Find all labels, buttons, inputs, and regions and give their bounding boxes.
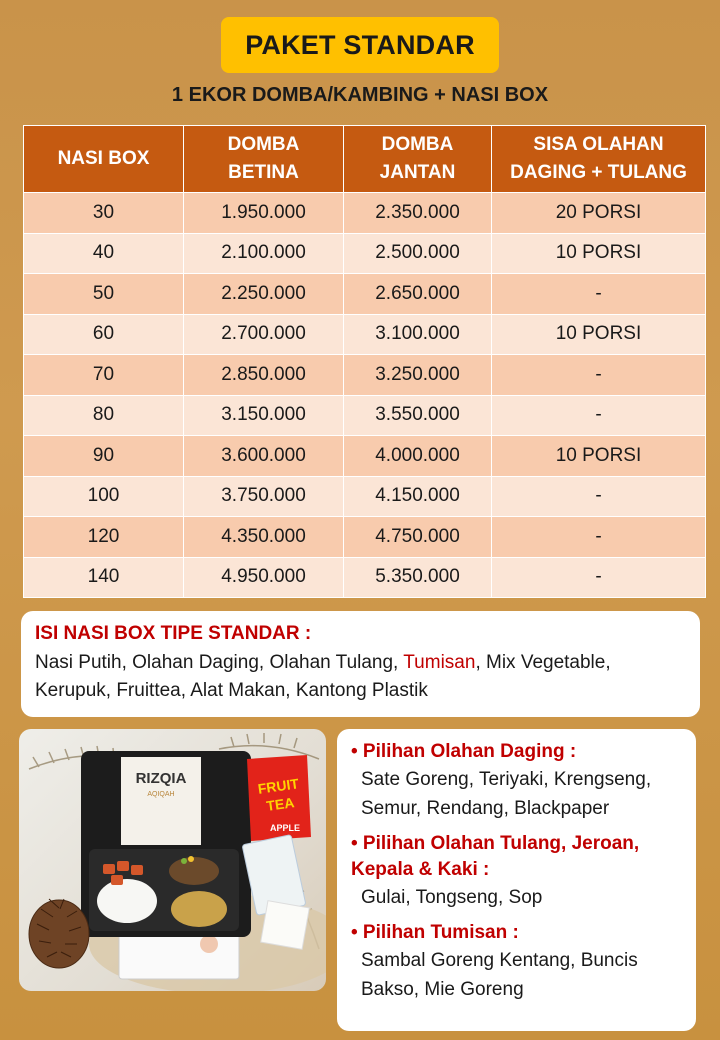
box-brand: RIZQIA [135,770,187,787]
header-line: SISA OLAHAN [533,134,664,155]
cell-sisa-olahan: 10 PORSI [492,436,706,477]
cell-domba-jantan: 2.500.000 [344,233,492,274]
cell-domba-jantan: 4.750.000 [344,517,492,558]
cell-domba-betina: 4.350.000 [184,517,344,558]
cell-domba-betina: 2.250.000 [184,274,344,315]
napkin [261,901,310,950]
cell-domba-betina: 2.700.000 [184,314,344,355]
cell-domba-jantan: 3.550.000 [344,395,492,436]
table-row [24,314,706,355]
nasi-box-photo [19,729,326,991]
table-row [24,274,706,315]
cell-sisa-olahan: 10 PORSI [492,233,706,274]
cell-domba-jantan: 5.350.000 [344,557,492,598]
cell-domba-jantan: 3.250.000 [344,355,492,396]
header-line: JANTAN [379,162,456,183]
page-subtitle: 1 EKOR DOMBA/KAMBING + NASI BOX [171,84,549,106]
pilihan-tumisan-heading: • Pilihan Tumisan : [351,922,519,943]
cell-nasi-box: 30 [24,193,184,234]
curry-portion [171,891,227,927]
pilihan-line: Semur, Rendang, Blackpaper [361,798,610,819]
header-sisa-olahan [492,126,706,193]
cell-sisa-olahan: 20 PORSI [492,193,706,234]
cell-domba-jantan: 2.350.000 [344,193,492,234]
cell-nasi-box: 120 [24,517,184,558]
isi-nasi-box-card [21,611,700,717]
cell-sisa-olahan: - [492,517,706,558]
table-row [24,193,706,234]
cell-domba-betina: 3.150.000 [184,395,344,436]
header-line: NASI BOX [57,148,150,169]
isi-heading: ISI NASI BOX TIPE STANDAR : [35,623,312,644]
page-title: PAKET STANDAR [245,29,475,60]
cell-nasi-box: 140 [24,557,184,598]
pilihan-menu-card [337,729,696,1031]
pinecone-decoration [29,899,89,968]
cell-nasi-box: 80 [24,395,184,436]
table-row [24,436,706,477]
table-header-row [24,126,706,193]
cell-domba-betina: 2.100.000 [184,233,344,274]
cell-nasi-box: 40 [24,233,184,274]
cell-nasi-box: 100 [24,476,184,517]
pilihan-line: Gulai, Tongseng, Sop [361,887,543,908]
cell-domba-betina: 2.850.000 [184,355,344,396]
pilihan-tulang-heading: • Pilihan Olahan Tulang, Jeroan, [351,833,640,854]
cell-sisa-olahan: - [492,557,706,598]
pilihan-daging-options [351,765,682,823]
header-domba-jantan [344,126,492,193]
pilihan-tumisan-options [351,946,682,1004]
nasi-box-illustration [19,729,326,991]
cell-sisa-olahan: - [492,395,706,436]
price-table [23,125,706,598]
table-row [24,355,706,396]
table-row [24,395,706,436]
header-nasi-box [24,126,184,193]
header-line: BETINA [228,162,299,183]
cell-domba-betina: 3.600.000 [184,436,344,477]
isi-highlight-tumisan: Tumisan [403,652,476,673]
cell-nasi-box: 60 [24,314,184,355]
isi-text-part2: , Mix Vegetable, [475,652,611,673]
cell-nasi-box: 70 [24,355,184,396]
cell-domba-betina: 4.950.000 [184,557,344,598]
cell-sisa-olahan: - [492,355,706,396]
rice-portion [97,879,157,923]
cell-domba-jantan: 4.000.000 [344,436,492,477]
cell-nasi-box: 90 [24,436,184,477]
cell-sisa-olahan: 10 PORSI [492,314,706,355]
drink-flavor: APPLE [269,823,301,833]
cell-domba-betina: 3.750.000 [184,476,344,517]
table-row [24,476,706,517]
drink-label-1: FRUIT [256,775,300,797]
side-dish [169,857,219,885]
table-row [24,557,706,598]
cell-sisa-olahan: - [492,274,706,315]
cell-domba-betina: 1.950.000 [184,193,344,234]
pilihan-line: Sambal Goreng Kentang, Buncis [361,950,638,971]
cell-sisa-olahan: - [492,476,706,517]
isi-contents [35,649,686,677]
isi-text-part1: Nasi Putih, Olahan Daging, Olahan Tulang, [35,652,404,673]
cell-domba-jantan: 2.650.000 [344,274,492,315]
cell-nasi-box: 50 [24,274,184,315]
drink-label-2: TEA [265,794,296,814]
pilihan-tulang-options [351,883,682,912]
header-domba-betina [184,126,344,193]
page-title-badge [221,17,499,73]
cell-domba-jantan: 3.100.000 [344,314,492,355]
table-row [24,517,706,558]
card-photo [200,935,218,953]
header-line: DOMBA [381,134,454,155]
box-brand-sub: AQIQAH [147,791,175,798]
pilihan-tulang-heading-2: Kepala & Kaki : [351,859,490,880]
fruit-tea-pouch [247,755,311,841]
pilihan-line: Bakso, Mie Goreng [361,979,524,1000]
isi-contents-line2: Kerupuk, Fruittea, Alat Makan, Kantong Plastik [35,680,428,701]
header-line: DAGING + TULANG [510,162,687,183]
table-row [24,233,706,274]
pilihan-daging-heading: • Pilihan Olahan Daging : [351,741,577,762]
cell-domba-jantan: 4.150.000 [344,476,492,517]
header-line: DOMBA [227,134,300,155]
pilihan-line: Sate Goreng, Teriyaki, Krengseng, [361,769,652,790]
